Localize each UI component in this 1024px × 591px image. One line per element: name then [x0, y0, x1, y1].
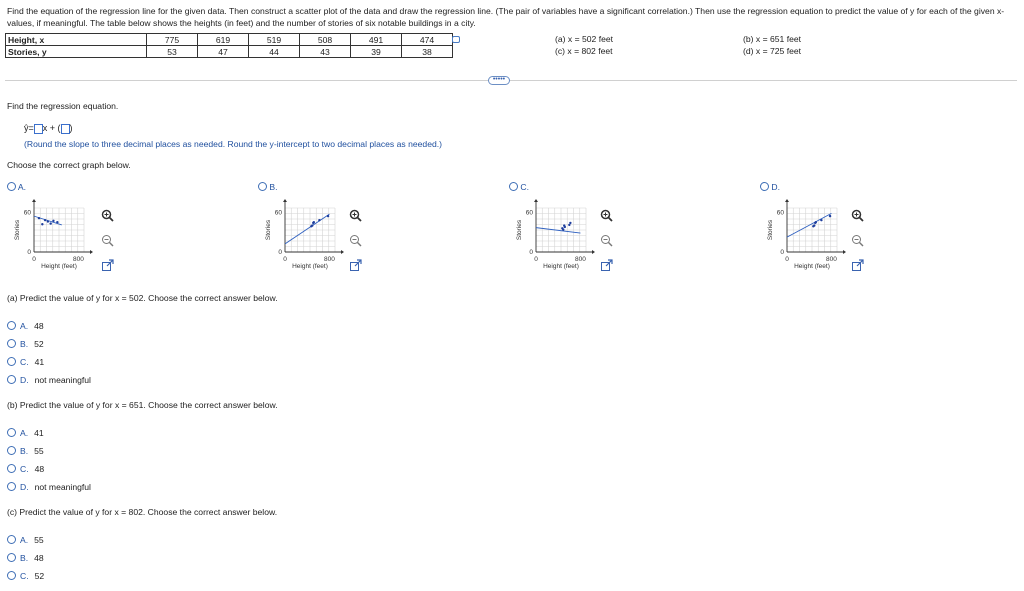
- zoom-in-icon[interactable]: [851, 199, 864, 212]
- table-cell: 619: [198, 34, 249, 46]
- open-graph-icon[interactable]: [101, 249, 114, 262]
- scatter-plot: [760, 192, 885, 282]
- option-letter: A.: [20, 321, 29, 331]
- rounding-instructions: (Round the slope to three decimal places as needed. Round the y-intercept to two decimal places as needed.): [24, 139, 443, 149]
- option-letter: C.: [20, 571, 29, 581]
- option-value: 48: [34, 553, 44, 563]
- radio-button[interactable]: [7, 553, 16, 562]
- radio-graph-b[interactable]: [258, 182, 267, 191]
- x-axis-label: Height (feet): [292, 263, 328, 270]
- target-d: (d) x = 725 feet: [743, 46, 802, 56]
- x-tick-label: 0: [32, 256, 36, 263]
- option-value: 55: [34, 535, 44, 545]
- y-tick-label: 60: [525, 209, 533, 217]
- open-graph-icon[interactable]: [600, 249, 613, 262]
- target-c: (c) x = 802 feet: [555, 46, 613, 56]
- data-point: [38, 217, 40, 219]
- option-letter: B.: [20, 553, 29, 563]
- radio-button[interactable]: [7, 375, 16, 384]
- table-row: [6, 46, 453, 58]
- radio-button[interactable]: [7, 535, 16, 544]
- option-letter: C.: [20, 464, 29, 474]
- data-point: [49, 222, 51, 224]
- data-point: [52, 220, 54, 222]
- y-axis-label: Stories: [265, 219, 272, 241]
- option-letter: A.: [20, 428, 29, 438]
- x-tick-label: 0: [283, 256, 287, 263]
- table-row: [6, 34, 453, 46]
- option-value: 41: [34, 428, 44, 438]
- part-a-prompt: (a) Predict the value of y for x = 502. Choose the correct answer below.: [7, 293, 278, 303]
- table-cell: 43: [300, 46, 351, 58]
- option-letter: D.: [20, 482, 29, 492]
- y-axis-arrow: [534, 199, 538, 202]
- scatter-plot: [258, 192, 383, 282]
- data-point: [313, 221, 315, 223]
- radio-button[interactable]: [7, 428, 16, 437]
- zoom-in-icon[interactable]: [600, 199, 613, 212]
- open-graph-icon[interactable]: [851, 249, 864, 262]
- data-point: [564, 226, 566, 228]
- table-cell: 38: [402, 46, 453, 58]
- open-graph-icon[interactable]: [349, 249, 362, 262]
- y-axis-arrow: [785, 199, 789, 202]
- zoom-out-icon[interactable]: [600, 224, 613, 237]
- part-b-option-b[interactable]: [7, 446, 44, 456]
- radio-button[interactable]: [7, 482, 16, 491]
- data-table: [5, 33, 453, 58]
- option-value: 48: [34, 464, 45, 474]
- data-point: [569, 222, 571, 224]
- data-point: [829, 215, 831, 217]
- y-tick-label: 60: [23, 209, 31, 217]
- radio-button[interactable]: [7, 571, 16, 580]
- option-letter: A.: [20, 535, 29, 545]
- data-point: [56, 221, 58, 223]
- part-a-option-a[interactable]: [7, 321, 44, 331]
- x-axis-arrow: [90, 250, 93, 254]
- data-point: [41, 223, 43, 225]
- part-c-prompt: (c) Predict the value of y for x = 802. Choose the correct answer below.: [7, 507, 278, 517]
- part-c-option-c[interactable]: [7, 571, 44, 581]
- x-tick-label: 800: [575, 256, 586, 263]
- y-tick-label: 0: [278, 249, 282, 256]
- data-point: [562, 228, 564, 230]
- radio-button[interactable]: [7, 321, 16, 330]
- data-point: [44, 219, 46, 221]
- option-value: not meaningful: [34, 375, 91, 385]
- part-b-option-a[interactable]: [7, 428, 44, 438]
- zoom-in-icon[interactable]: [349, 199, 362, 212]
- option-value: 55: [34, 446, 44, 456]
- radio-graph-d[interactable]: [760, 182, 769, 191]
- option-value: 52: [34, 571, 45, 581]
- x-tick-label: 0: [534, 256, 538, 263]
- y-axis-arrow: [283, 199, 287, 202]
- graph-prompt: Choose the correct graph below.: [7, 160, 131, 170]
- x-tick-label: 800: [73, 256, 84, 263]
- y-axis-label: Stories: [767, 219, 774, 241]
- zoom-out-icon[interactable]: [101, 224, 114, 237]
- option-letter: B.: [20, 339, 29, 349]
- zoom-out-icon[interactable]: [851, 224, 864, 237]
- data-point: [47, 220, 49, 222]
- regression-prompt: Find the regression equation.: [7, 101, 119, 111]
- graph-option-label: D.: [771, 182, 780, 192]
- part-c-option-b[interactable]: [7, 553, 44, 563]
- radio-graph-c[interactable]: [509, 182, 518, 191]
- part-b-prompt: (b) Predict the value of y for x = 651. Choose the correct answer below.: [7, 400, 278, 410]
- table-cell: 53: [147, 46, 198, 58]
- graph-option-b[interactable]: [258, 182, 398, 282]
- option-letter: D.: [20, 375, 29, 385]
- table-cell: 519: [249, 34, 300, 46]
- y-tick-label: 60: [274, 209, 282, 217]
- x-axis-label: Height (feet): [543, 263, 579, 270]
- graph-option-a[interactable]: [7, 182, 147, 282]
- x-plus-text: x +: [42, 123, 56, 133]
- radio-button[interactable]: [7, 357, 16, 366]
- yhat-symbol: ŷ: [24, 123, 29, 133]
- part-a-option-b[interactable]: [7, 339, 44, 349]
- x-axis-arrow: [341, 250, 344, 254]
- x-tick-label: 800: [826, 256, 837, 263]
- y-axis-label: Stories: [516, 219, 523, 241]
- table-cell: 39: [351, 46, 402, 58]
- data-point: [568, 224, 570, 226]
- x-tick-label: 800: [324, 256, 335, 263]
- data-point: [318, 219, 320, 221]
- row-header: Stories, y: [6, 46, 147, 58]
- radio-button[interactable]: [7, 464, 16, 473]
- table-cell: 491: [351, 34, 402, 46]
- option-value: 48: [34, 321, 44, 331]
- part-b-option-d[interactable]: [7, 482, 91, 492]
- x-axis-arrow: [843, 250, 846, 254]
- x-tick-label: 0: [785, 256, 789, 263]
- y-tick-label: 0: [529, 249, 533, 256]
- y-axis-label: Stories: [14, 219, 21, 241]
- y-axis-arrow: [32, 199, 36, 202]
- part-b-option-c[interactable]: [7, 464, 44, 474]
- y-tick-label: 0: [780, 249, 784, 256]
- data-point: [327, 215, 329, 217]
- data-point: [311, 224, 313, 226]
- graph-option-label: C.: [520, 182, 529, 192]
- table-cell: 775: [147, 34, 198, 46]
- paren-open: (: [57, 123, 61, 133]
- y-tick-label: 0: [27, 249, 31, 256]
- option-value: 52: [34, 339, 44, 349]
- option-value: 41: [34, 357, 45, 367]
- y-tick-label: 60: [776, 209, 784, 217]
- option-value: not meaningful: [34, 482, 91, 492]
- data-point: [820, 219, 822, 221]
- expand-more-button[interactable]: •••••: [488, 76, 510, 85]
- intercept-input[interactable]: [61, 124, 70, 134]
- radio-graph-a[interactable]: [7, 182, 16, 191]
- table-cell: 47: [198, 46, 249, 58]
- target-b: (b) x = 651 feet: [743, 34, 802, 44]
- scatter-plot: [509, 192, 634, 282]
- zoom-in-icon[interactable]: [101, 199, 114, 212]
- option-letter: B.: [20, 446, 29, 456]
- x-axis-label: Height (feet): [41, 263, 77, 270]
- part-a-option-d[interactable]: [7, 375, 91, 385]
- x-axis-arrow: [592, 250, 595, 254]
- slope-input[interactable]: [34, 124, 43, 134]
- paren-close: ): [69, 123, 73, 133]
- copy-data-icon[interactable]: [452, 36, 460, 43]
- regression-equation: [24, 123, 73, 134]
- radio-button[interactable]: [7, 446, 16, 455]
- target-a: (a) x = 502 feet: [555, 34, 614, 44]
- graph-option-c[interactable]: [509, 182, 649, 282]
- data-point: [813, 224, 815, 226]
- table-cell: 44: [249, 46, 300, 58]
- graph-option-d[interactable]: [760, 182, 900, 282]
- problem-statement: Find the equation of the regression line for the given data. Then construct a scatter plot of the data and draw the regression line. (The pair of variables have a significant correlation.) Then use the regression equation to predict the value of y for each of the given x-values, if meaningful. The table below shows the heights (in feet) and the number of stories of six notable buildings in a city.: [7, 6, 1005, 28]
- graph-option-label: B.: [269, 182, 278, 192]
- graph-option-label: A.: [17, 182, 27, 192]
- part-c-option-a[interactable]: [7, 535, 44, 545]
- equals-sign: =: [28, 123, 34, 133]
- table-cell: 474: [402, 34, 453, 46]
- radio-button[interactable]: [7, 339, 16, 348]
- section-divider: [5, 80, 1017, 81]
- zoom-out-icon[interactable]: [349, 224, 362, 237]
- data-point: [815, 221, 817, 223]
- table-cell: 508: [300, 34, 351, 46]
- option-letter: C.: [20, 357, 29, 367]
- part-a-option-c[interactable]: [7, 357, 44, 367]
- row-header: Height, x: [6, 34, 147, 46]
- x-axis-label: Height (feet): [794, 263, 830, 270]
